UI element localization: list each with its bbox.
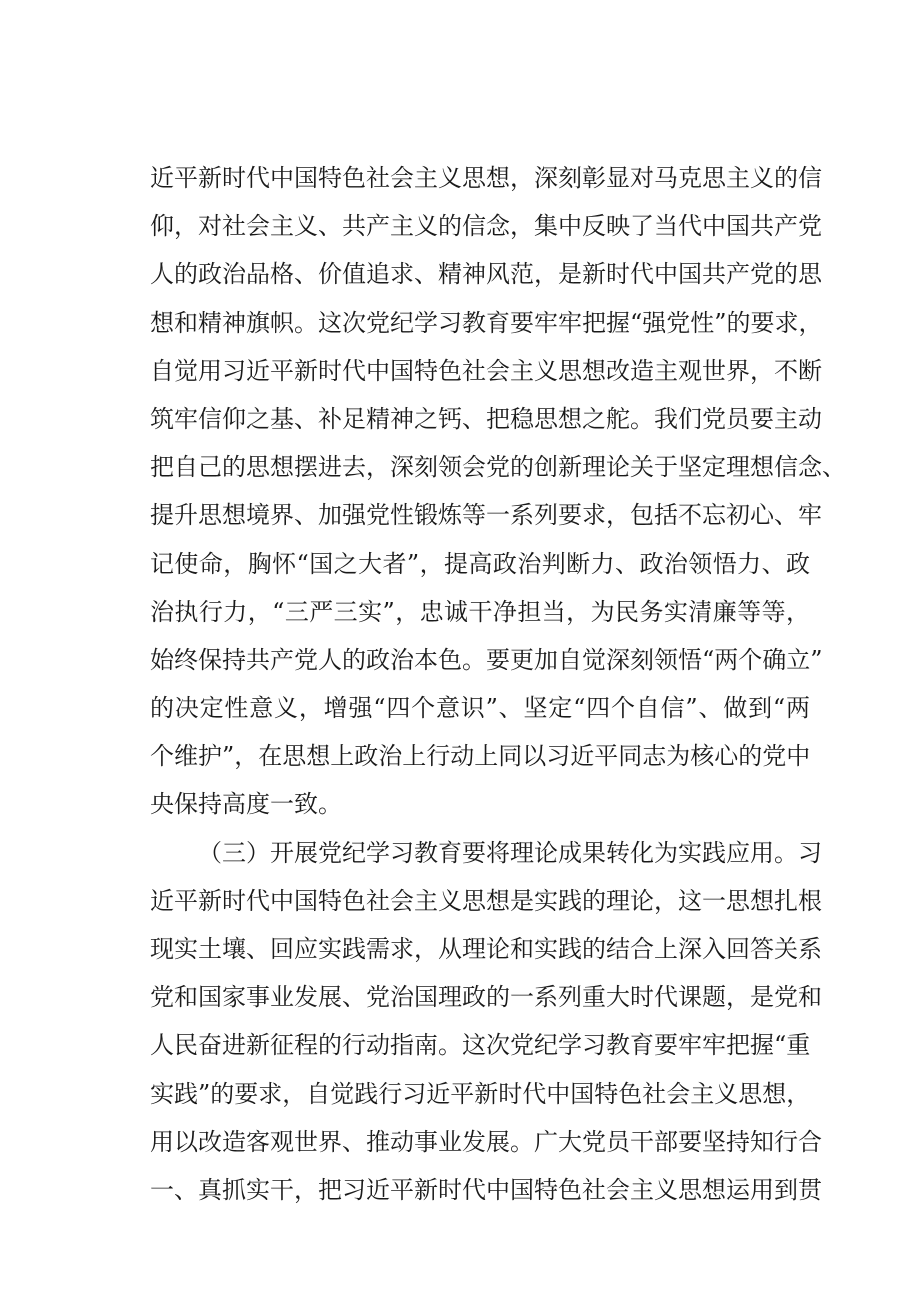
paragraph-2	[150, 829, 822, 1215]
text-line: （三）开展党纪学习教育要将理论成果转化为实践应用。习	[198, 838, 822, 867]
text-line: 实践”的要求，自觉践行习近平新时代中国特色社会主义思想，	[150, 1079, 811, 1108]
text-line: 用以改造客观世界、推动事业发展。广大党员干部要坚持知行合	[150, 1127, 822, 1156]
text-line: 想和精神旗帜。这次党纪学习教育要牢牢把握“强党性”的要求，	[150, 308, 823, 337]
text-line: 仰，对社会主义、共产主义的信念，集中反映了当代中国共产党	[150, 212, 822, 241]
text-line: 筑牢信仰之基、补足精神之钙、把稳思想之舵。我们党员要主动	[150, 404, 822, 433]
text-line: 记使命，胸怀“国之大者”，提高政治判断力、政治领悟力、政	[150, 549, 810, 578]
text-line: 现实土壤、回应实践需求，从理论和实践的结合上深入回答关系	[150, 935, 822, 963]
text-line: 人民奋进新征程的行动指南。这次党纪学习教育要牢牢把握“重	[150, 1031, 811, 1060]
text-line: 近平新时代中国特色社会主义思想是实践的理论，这一思想扎根	[150, 886, 822, 915]
text-line: 把自己的思想摆进去，深刻领会党的创新理论关于坚定理想信念、	[150, 453, 846, 482]
text-line: 党和国家事业发展、党治国理政的一系列重大时代课题，是党和	[150, 983, 822, 1012]
text-line: 近平新时代中国特色社会主义思想，深刻彰显对马克思主义的信	[150, 164, 822, 192]
text-line: 央保持高度一致。	[150, 790, 342, 819]
text-line: 的决定性意义，增强“四个意识”、坚定“四个自信”、做到“两	[150, 694, 810, 723]
text-line: 始终保持共产党人的政治本色。要更加自觉深刻领悟“两个确立”	[150, 645, 823, 674]
text-line: 治执行力，“三严三实”，忠诚干净担当，为民务实清廉等等，	[150, 597, 810, 626]
text-line: 个维护”，在思想上政治上行动上同以习近平同志为核心的党中	[150, 742, 811, 771]
paragraph-1	[150, 154, 846, 829]
text-line: 一、真抓实干，把习近平新时代中国特色社会主义思想运用到贯	[150, 1175, 822, 1204]
body-text	[150, 154, 846, 1214]
text-line: 自觉用习近平新时代中国特色社会主义思想改造主观世界，不断	[150, 356, 822, 385]
text-line: 提升思想境界、加强党性锻炼等一系列要求，包括不忘初心、牢	[150, 501, 822, 530]
text-line: 人的政治品格、价值追求、精神风范，是新时代中国共产党的思	[150, 260, 822, 289]
